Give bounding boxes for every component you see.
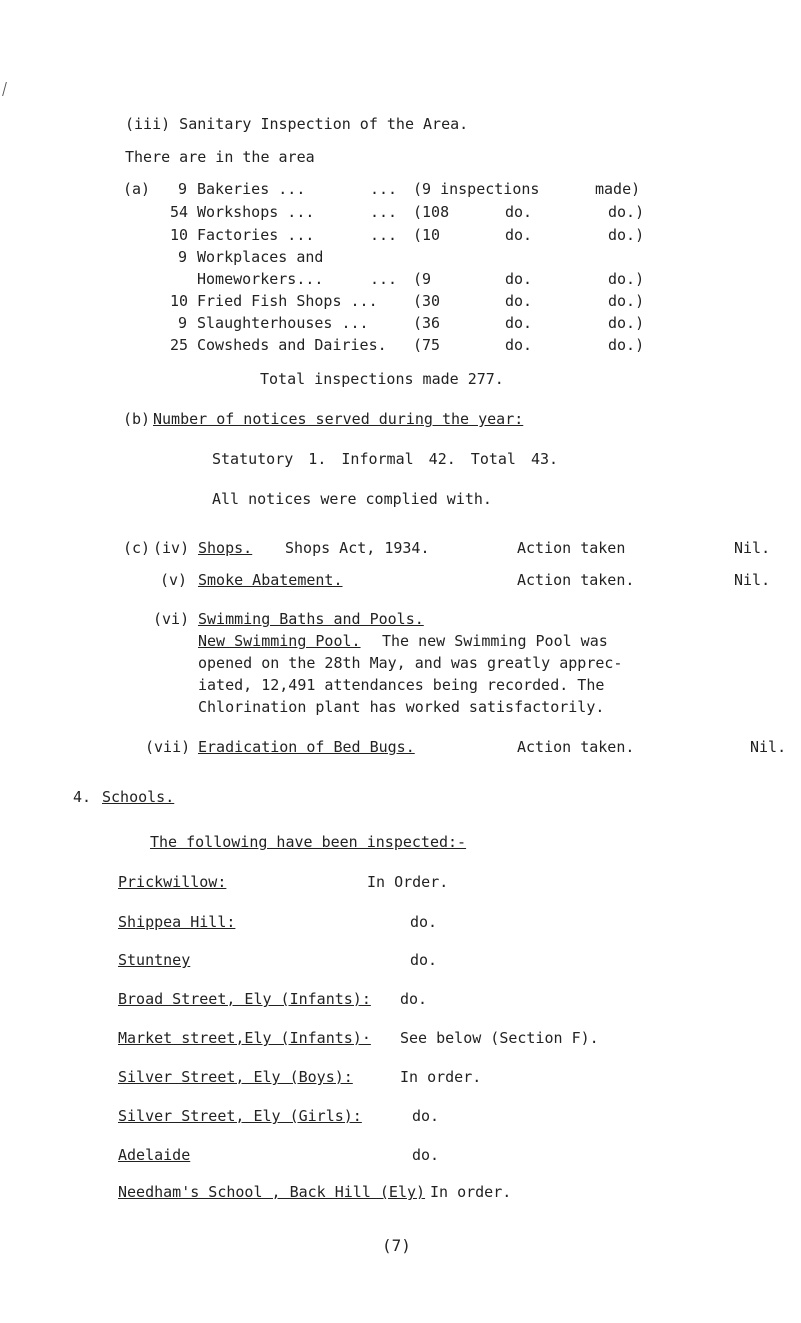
row-dots: ... (370, 180, 398, 198)
school-status: In order. (400, 1068, 482, 1086)
school-name: Broad Street, Ely (Infants): (118, 990, 371, 1008)
row-do: do. (505, 336, 533, 354)
school-name: Silver Street, Ely (Girls): (118, 1107, 362, 1125)
swimming-subheading: New Swimming Pool. (198, 632, 361, 650)
schools-heading: Schools. (102, 788, 175, 806)
total-inspections: Total inspections made 277. (260, 370, 504, 388)
swimming-heading: Swimming Baths and Pools. (198, 610, 424, 628)
swimming-line3: iated, 12,491 attendances being recorded. The (198, 676, 605, 694)
row-count: 25 (170, 336, 189, 354)
section-4-number: 4. (73, 788, 92, 806)
row-do: do. (505, 270, 533, 288)
shops-result: Nil. (734, 539, 771, 557)
row-inspections: (75 (413, 336, 441, 354)
bedbugs-result: Nil. (750, 738, 787, 756)
row-count: 9 (178, 248, 188, 266)
row-label: Workshops ... (197, 203, 315, 221)
row-made: do.) (608, 270, 645, 288)
row-made: made) (595, 180, 641, 198)
row-do: do. (505, 226, 533, 244)
row-made: do.) (608, 203, 645, 221)
school-status: do. (412, 1146, 440, 1164)
school-name: Shippea Hill: (118, 913, 236, 931)
notices-heading: Number of notices served during the year: (153, 410, 524, 428)
school-status: do. (412, 1107, 440, 1125)
row-do: do. (505, 203, 533, 221)
row-label: Fried Fish Shops ... (197, 292, 378, 310)
margin-mark (2, 82, 13, 96)
section-iii-intro: There are in the area (125, 148, 315, 166)
row-count: 10 (170, 226, 189, 244)
school-status: In Order. (367, 873, 449, 891)
shops-action: Action taken (517, 539, 626, 557)
bedbugs-heading: Eradication of Bed Bugs. (198, 738, 415, 756)
row-made: do.) (608, 314, 645, 332)
school-name: Silver Street, Ely (Boys): (118, 1068, 353, 1086)
row-inspections: (30 (413, 292, 441, 310)
row-label: Bakeries ... (197, 180, 306, 198)
school-status: do. (410, 951, 438, 969)
row-inspections: (36 (413, 314, 441, 332)
row-do: do. (505, 292, 533, 310)
smoke-action: Action taken. (517, 571, 635, 589)
smoke-heading: Smoke Abatement. (198, 571, 343, 589)
row-dots: ... (370, 203, 398, 221)
schools-intro: The following have been inspected:- (150, 833, 467, 851)
item-a-label: (a) (123, 180, 151, 198)
row-label: Cowsheds and Dairies. (197, 336, 387, 354)
row-count: 9 (178, 314, 188, 332)
item-vi-label: (vi) (153, 610, 190, 628)
row-label: Slaughterhouses ... (197, 314, 369, 332)
item-vii-label: (vii) (145, 738, 191, 756)
item-iv-label: (iv) (153, 539, 190, 557)
school-name: Adelaide (118, 1146, 191, 1164)
school-status: In order. (430, 1183, 512, 1201)
row-label: Workplaces and (197, 248, 324, 266)
notices-counts: Statutory 1. Informal 42. Total 43. (212, 450, 559, 468)
item-v-label: (v) (160, 571, 188, 589)
page-number: (7) (382, 1236, 411, 1255)
item-b-label: (b) (123, 410, 151, 428)
school-name: Stuntney (118, 951, 191, 969)
row-made: do.) (608, 292, 645, 310)
row-inspections: (9 (413, 270, 432, 288)
row-dots: ... (370, 226, 398, 244)
row-inspections: (10 (413, 226, 441, 244)
section-iii-heading: (iii) Sanitary Inspection of the Area. (125, 115, 469, 133)
shops-act: Shops Act, 1934. (285, 539, 430, 557)
school-name: Market street,Ely (Infants)· (118, 1029, 371, 1047)
row-dots: ... (370, 270, 398, 288)
school-status: do. (400, 990, 428, 1008)
bedbugs-action: Action taken. (517, 738, 635, 756)
row-inspections: (108 (413, 203, 450, 221)
row-inspections: (9 inspections (413, 180, 540, 198)
swimming-line4: Chlorination plant has worked satisfactorily. (198, 698, 605, 716)
row-label: Homeworkers... (197, 270, 324, 288)
shops-heading: Shops. (198, 539, 253, 557)
row-made: do.) (608, 226, 645, 244)
item-c-label: (c) (123, 539, 151, 557)
row-count: 9 (178, 180, 188, 198)
smoke-result: Nil. (734, 571, 771, 589)
row-label: Factories ... (197, 226, 315, 244)
notices-complied: All notices were complied with. (212, 490, 492, 508)
school-name: Prickwillow: (118, 873, 227, 891)
row-made: do.) (608, 336, 645, 354)
row-count: 10 (170, 292, 189, 310)
school-name: Needham's School , Back Hill (Ely) (118, 1183, 426, 1201)
swimming-line1: The new Swimming Pool was (382, 632, 608, 650)
school-status: do. (410, 913, 438, 931)
row-count: 54 (170, 203, 189, 221)
school-status: See below (Section F). (400, 1029, 599, 1047)
swimming-line2: opened on the 28th May, and was greatly apprec- (198, 654, 623, 672)
row-do: do. (505, 314, 533, 332)
